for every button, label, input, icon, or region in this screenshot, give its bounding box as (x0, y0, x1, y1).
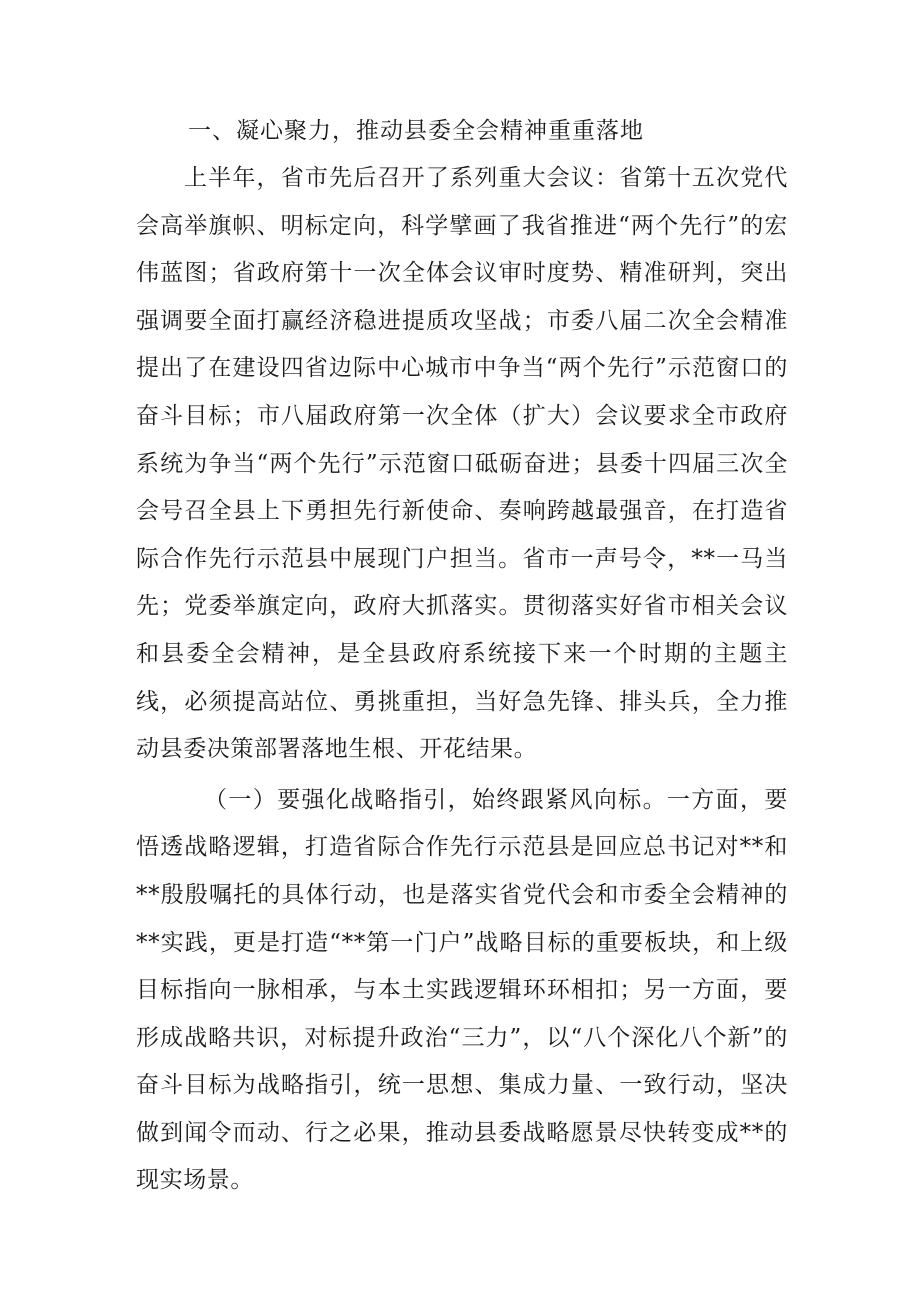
document-body (136, 108, 788, 1205)
paragraph-strategy: （一）要强化战略指引，始终跟紧风向标。一方面，要悟透战略逻辑，打造省际合作先行示范县是回应总书记对**和**殷殷嘱托的具体行动，也是落实省党代会和市委全会精神的**实践，更是打造“**第一门户”战略目标的重要板块，和上级目标指向一脉相承，与本土实践逻辑环环相扣；另一方面，要形成战略共识，对标提升政治“三力”，以“八个深化八个新”的奋斗目标为战略指引，统一思想、集成力量、一致行动，坚决做到闻令而动、行之必果，推动县委战略愿景尽快转变成**的现实场景。 (136, 786, 788, 1194)
section-heading: 一、凝心聚力，推动县委全会精神重重落地 (188, 118, 644, 144)
paragraph-overview: 上半年，省市先后召开了系列重大会议：省第十五次党代会高举旗帜、明标定向，科学擘画了我省推进“两个先行”的宏伟蓝图；省政府第十一次全体会议审时度势、精准研判，突出强调要全面打赢经济稳进提质攻坚战；市委八届二次全会精准提出了在建设四省边际中心城市中争当“两个先行”示范窗口的奋斗目标；市八届政府第一次全体（扩大）会议要求全市政府系统为争当“两个先行”示范窗口砥砺奋进；县委十四届三次全会号召全县上下勇担先行新使命、奏响跨越最强音，在打造省际合作先行示范县中展现门户担当。省市一声号令，**一马当先；党委举旗定向，政府大抓落实。贯彻落实好省市相关会议和县委全会精神，是全县政府系统接下来一个时期的主题主线，必须提高站位、勇挑重担，当好急先锋、排头兵，全力推动县委决策部署落地生根、开花结果。 (136, 165, 788, 763)
